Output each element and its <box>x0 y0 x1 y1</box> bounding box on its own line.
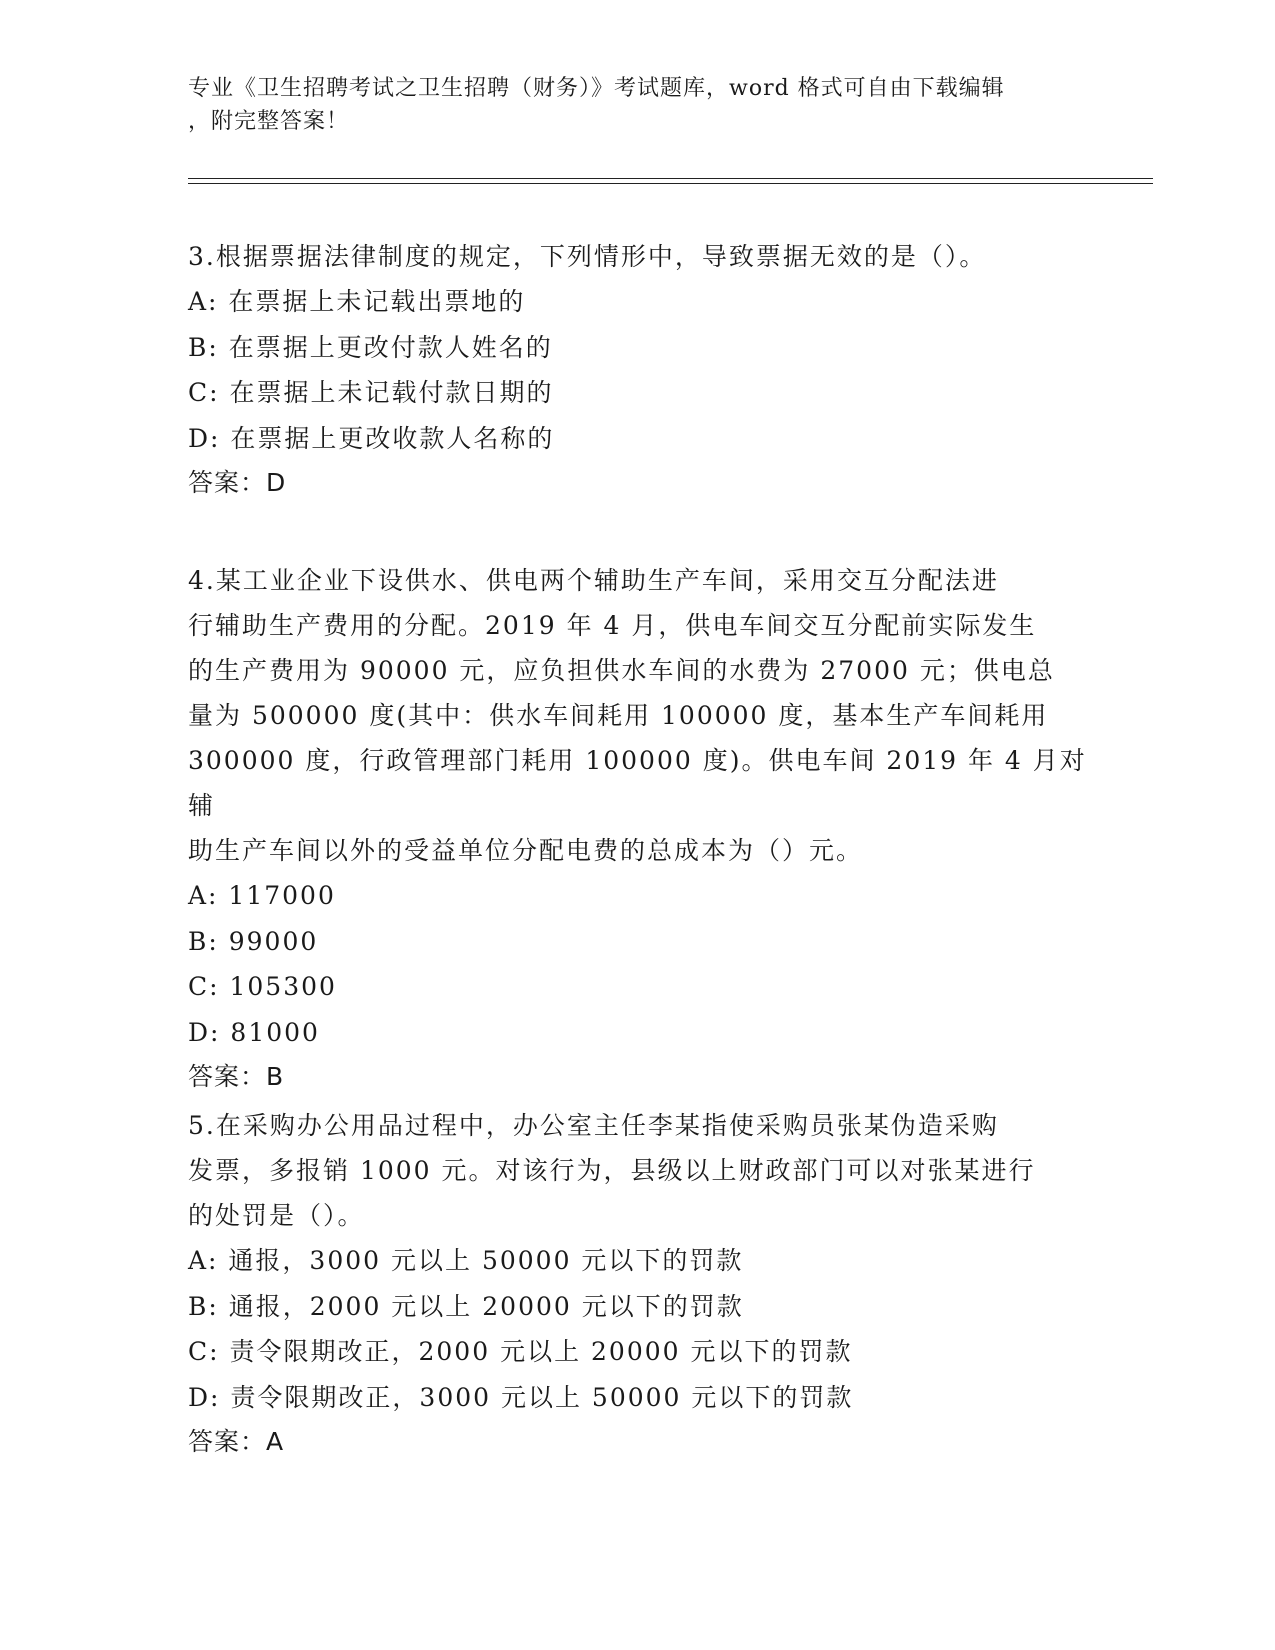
header-divider-bottom <box>188 183 1153 184</box>
document-header <box>188 72 1068 138</box>
question-stem-line: 的处罚是（）。 <box>188 1201 365 1230</box>
option-a: A: 通报，3000 元以上 50000 元以下的罚款 <box>188 1246 744 1275</box>
option-b: B: 99000 <box>188 926 319 956</box>
header-line-1: 专业《卫生招聘考试之卫生招聘（财务）》考试题库，word 格式可自由下载编辑 <box>188 76 1005 101</box>
option-c: C: 105300 <box>188 972 337 1001</box>
question-stem-line: 4.某工业企业下设供水、供电两个辅助生产车间，采用交互分配法进 <box>188 566 999 595</box>
option-c: C: 责令限期改正，2000 元以上 20000 元以下的罚款 <box>188 1337 853 1366</box>
header-line-2: ，附完整答案！ <box>188 109 350 134</box>
option-d: D: 责令限期改正，3000 元以上 50000 元以下的罚款 <box>188 1382 854 1412</box>
option-b: B: 在票据上更改付款人姓名的 <box>188 332 553 362</box>
answer-label: 答案：D <box>188 468 287 497</box>
question-stem-line: 发票，多报销 1000 元。对该行为，县级以上财政部门可以对张某进行 <box>188 1156 1036 1185</box>
question-stem-line: 助生产车间以外的受益单位分配电费的总成本为（）元。 <box>188 836 864 865</box>
option-d: D: 81000 <box>188 1017 320 1047</box>
option-a: A: 在票据上未记载出票地的 <box>188 287 526 316</box>
question-stem-line: 量为 500000 度(其中：供水车间耗用 100000 度，基本生产车间耗用 <box>188 701 1049 730</box>
question-stem-line: 3.根据票据法律制度的规定，下列情形中，导致票据无效的是（）。 <box>188 242 987 271</box>
option-d: D: 在票据上更改收款人名称的 <box>188 423 555 453</box>
question-5 <box>188 1103 1088 1464</box>
question-stem-line: 5.在采购办公用品过程中，办公室主任李某指使采购员张某伪造采购 <box>188 1111 999 1140</box>
question-3 <box>188 234 1088 505</box>
answer-label: 答案：A <box>188 1427 285 1456</box>
question-stem-line: 行辅助生产费用的分配。2019 年 4 月，供电车间交互分配前实际发生 <box>188 611 1037 640</box>
option-c: C: 在票据上未记载付款日期的 <box>188 378 554 407</box>
option-a: A: 117000 <box>188 881 336 910</box>
header-divider-top <box>188 178 1153 179</box>
question-4 <box>188 558 1088 1099</box>
question-stem-line: 的生产费用为 90000 元，应负担供水车间的水费为 27000 元；供电总 <box>188 656 1055 685</box>
option-b: B: 通报，2000 元以上 20000 元以下的罚款 <box>188 1291 744 1321</box>
answer-label: 答案：B <box>188 1062 285 1091</box>
question-stem-line: 300000 度，行政管理部门耗用 100000 度)。供电车间 2019 年 4 月对辅 <box>188 746 1087 820</box>
